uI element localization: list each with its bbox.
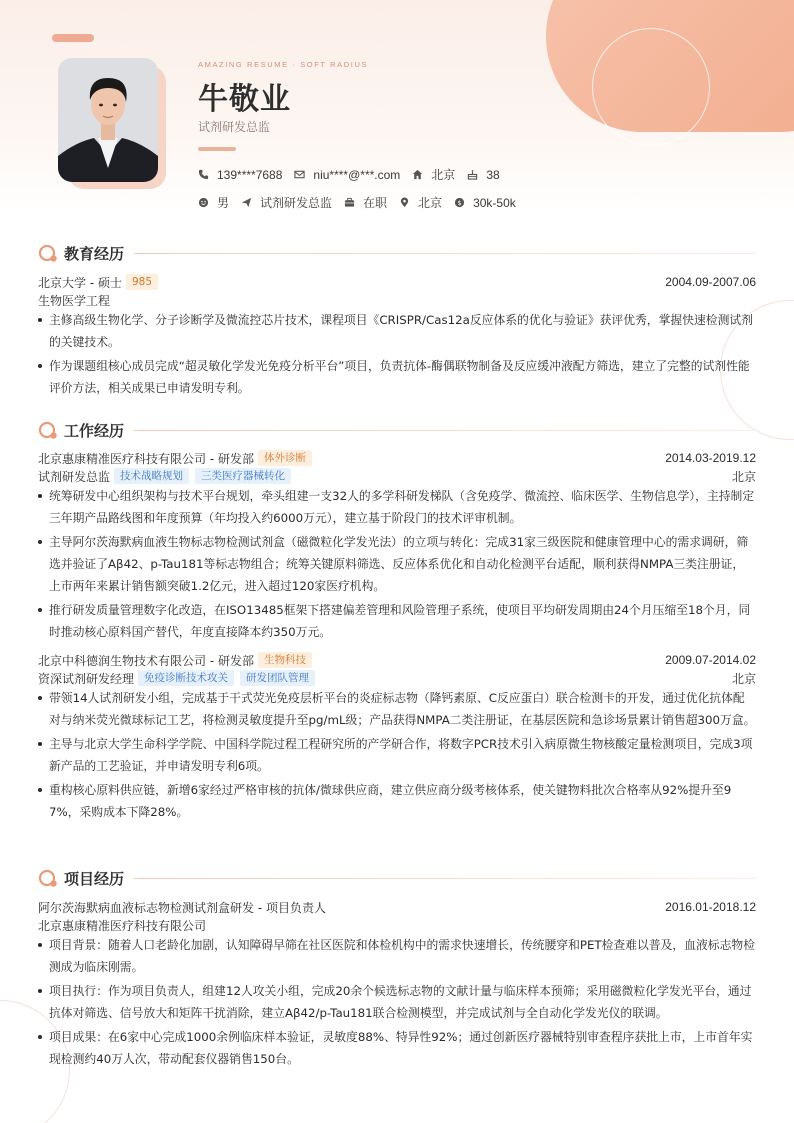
job-dates: 2014.03-2019.12 [665,451,756,465]
project-entry-header [38,898,756,916]
project-bullets [38,934,756,1072]
send-icon [241,197,252,208]
company-name: 北京中科德润生物技术有限公司 - 研发部 [38,653,254,668]
email-text: niu****@***.com [313,167,401,182]
job-role-line [38,669,756,687]
list-item: 带领14人试剂研发小组，完成基于干式荧光免疫层析平台的炎症标志物（降钙素原、C反应蛋白）联合检测卡的开发，通过优化抗体配对与纳米荧光微球标记工艺，将检测灵敏度提升至pg/mL级；产品获得NMPA二类注册证，在基层医院和急诊场景累计销售超300万盒。 [38,687,756,731]
section-divider [134,878,756,879]
list-item: 主导阿尔茨海默病血液生物标志物检测试剂盒（磁微粒化学发光法）的立项与转化：完成31家三级医院和健康管理中心的需求调研，筛选并验证了Aβ42、p-Tau181等标志物组合；统筹关键原料筛选、反应体系优化和自动化检测平台适配，顺利获得NMPA三类注册证，上市两年来累计销售额突破1.2亿元，进入超过120家医疗机构。 [38,531,756,597]
job-city: 北京 [731,469,756,484]
email-info [294,168,400,182]
title-underline [198,147,236,151]
salary-info [454,196,516,210]
phone-info [198,168,282,182]
industry-tag: 体外诊断 [258,450,312,466]
project-dates: 2016.01-2018.12 [665,900,756,914]
job-info-row [198,194,528,211]
list-item: 作为课题组核心成员完成“超灵敏化学发光免疫分析平台”项目，负责抗体-酶偶联物制备及反应缓冲液配方筛选，建立了完整的试剂性能评价方法，相关成果已申请发明专利。 [38,355,756,399]
school-tag: 985 [126,274,158,290]
target-city-text: 北京 [418,196,443,210]
job-city: 北京 [731,671,756,686]
gender-text: 男 [217,196,230,210]
header-decor-pill [52,34,94,42]
list-item: 主导与北京大学生命科学学院、中国科学院过程工程研究所的产学研合作，将数字PCR技术引入病原微生物核酸定量检测项目，完成3项新产品的工艺验证，并申请发明专利6项。 [38,733,756,777]
svg-text:$: $ [457,198,462,207]
school-name: 北京大学 - 硕士 [38,275,122,290]
target-position-text: 试剂研发总监 [260,196,333,210]
cake-icon [467,169,478,180]
job-dates: 2009.07-2014.02 [665,653,756,667]
gender-icon [198,197,209,208]
briefcase-icon [344,197,355,208]
education-entry-header [38,273,756,291]
contact-info-row [198,166,512,183]
job-role: 试剂研发总监 [38,469,111,484]
job-status-info [344,194,387,211]
project-name: 阿尔茨海默病血液标志物检测试剂盒研发 - 项目负责人 [38,900,326,915]
job-bullets [38,485,756,645]
project-company-line [38,916,756,934]
list-item: 项目执行：作为项目负责人，组建12人攻关小组，完成20余个候选标志物的文献计量与临床样本预筛；采用磁微粒化学发光平台，通过抗体对筛选、信号放大和矩阵干扰消除，建立Aβ42/p-Tau181联合检测模型，并完成试剂与全自动化学发光仪的联调。 [38,980,756,1024]
list-item: 统筹研发中心组织架构与技术平台规划，牵头组建一支32人的多学科研发梯队（含免疫学、微流控、临床医学、生物信息学），主持制定三年期产品路线图和年度预算（年均投入约6000万元），建立基于阶段门的技术评审机制。 [38,485,756,529]
job-entry-header [38,651,756,669]
search-icon [38,868,58,888]
candidate-title: 试剂研发总监 [198,120,271,134]
salary-text: 30k-50k [473,195,516,210]
list-item: 项目成果：在6家中心完成1000余例临床样本验证，灵敏度88%、特异性92%；通过创新医疗器械特别审查程序获批上市，上市首年实现检测约40万人次，带动配套仪器销售150台。 [38,1026,756,1070]
residence-info [412,166,455,183]
header-decor-ring [592,28,710,146]
section-divider [134,253,756,254]
location-pin-icon [399,197,410,208]
resume-header [0,0,794,214]
job-status-text: 在职 [363,196,388,210]
job-entry-header [38,449,756,467]
candidate-name: 牛敬业 [198,82,291,117]
phone-text: 139****7688 [217,167,283,182]
job-role: 资深试剂研发经理 [38,671,135,686]
salary-icon [454,197,465,208]
skill-tag: 免疫诊断技术攻关 [138,670,234,686]
education-section-header [38,243,756,263]
project-company: 北京惠康精准医疗科技有限公司 [38,918,207,933]
education-dates: 2004.09-2007.06 [665,275,756,289]
age-text: 38 [486,167,500,182]
target-city-info [399,194,442,211]
phone-icon [198,169,209,180]
project-section-title: 项目经历 [64,869,125,888]
target-position-info [241,194,332,211]
skill-tag: 三类医疗器械转化 [195,468,291,484]
age-info [467,168,499,182]
list-item: 项目背景：随着人口老龄化加剧，认知障碍早筛在社区医院和体检机构中的需求快速增长，传统腰穿和PET检查难以普及，血液标志物检测成为临床刚需。 [38,934,756,978]
home-icon [412,169,423,180]
section-divider [134,430,756,431]
education-major: 生物医学工程 [38,293,111,308]
education-major-line [38,291,756,309]
resume-tagline: AMAZING RESUME · SOFT RADIUS [198,60,369,69]
list-item: 重构核心原料供应链，新增6家经过严格审核的抗体/微球供应商，建立供应商分级考核体系，使关键物料批次合格率从92%提升至97%，采购成本下降28%。 [38,779,756,823]
project-section-header [38,868,756,888]
residence-text: 北京 [431,168,456,182]
gender-info [198,194,229,211]
mail-icon [294,169,305,180]
work-section-header [38,420,756,440]
profile-photo [58,58,158,182]
search-icon [38,243,58,263]
education-bullets [38,309,756,401]
skill-tag: 技术战略规划 [114,468,189,484]
list-item: 主修高级生物化学、分子诊断学及微流控芯片技术，课程项目《CRISPR/Cas12a反应体系的优化与验证》获评优秀，掌握快速检测试剂的关键技术。 [38,309,756,353]
list-item: 推行研发质量管理数字化改造，在ISO13485框架下搭建偏差管理和风险管理子系统，使项目平均研发周期由24个月压缩至18个月，同时推动核心原料国产替代，年度直接降本约350万元。 [38,599,756,643]
industry-tag: 生物科技 [258,652,312,668]
company-name: 北京惠康精准医疗科技有限公司 - 研发部 [38,451,254,466]
work-section-title: 工作经历 [64,421,125,440]
job-role-line [38,467,756,485]
search-icon [38,420,58,440]
skill-tag: 研发团队管理 [240,670,315,686]
job-bullets [38,687,756,825]
education-section-title: 教育经历 [64,244,125,263]
